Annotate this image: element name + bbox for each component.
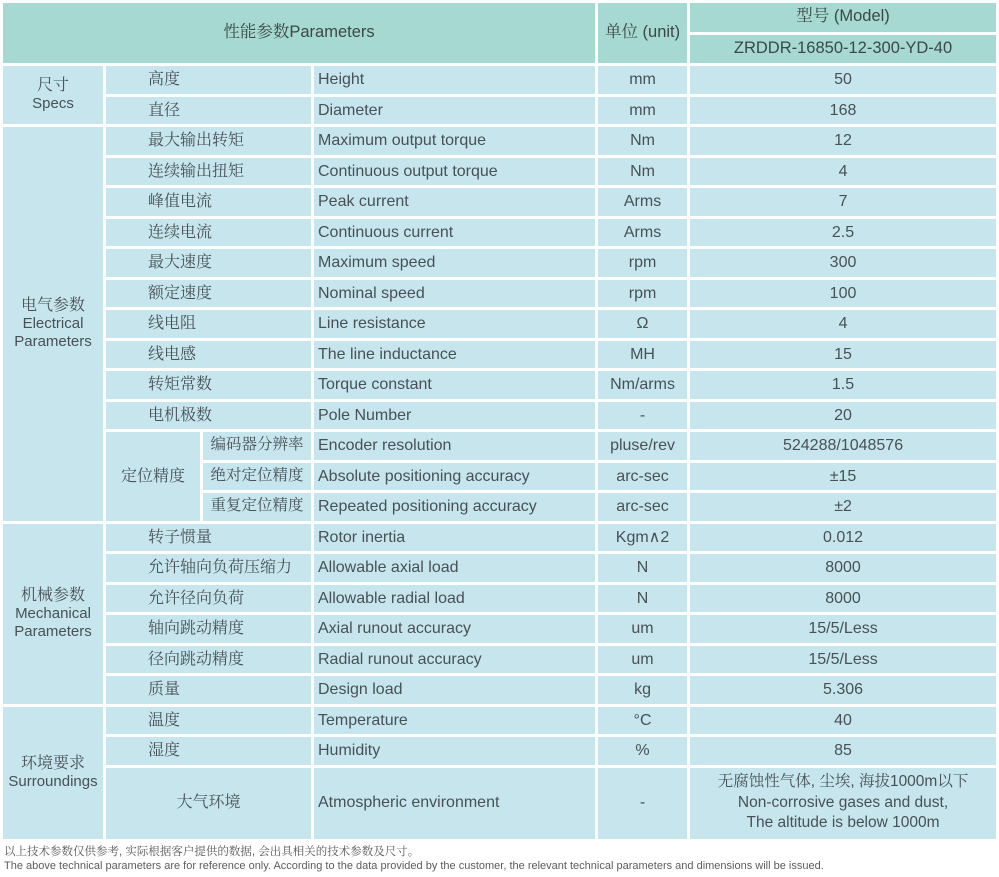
value-cell: 7 — [690, 188, 996, 216]
param-en-label: Encoder resolution — [314, 432, 595, 460]
param-en-label: Allowable axial load — [314, 554, 595, 582]
parameters-header: 性能参数Parameters — [3, 3, 595, 63]
value-cell: 50 — [690, 66, 996, 94]
value-cell: 85 — [690, 737, 996, 765]
param-zh-label: 温度 — [106, 707, 311, 735]
unit-header: 单位 (unit) — [598, 3, 687, 63]
value-cell: 2.5 — [690, 219, 996, 247]
unit-cell: - — [598, 402, 687, 430]
unit-cell: rpm — [598, 280, 687, 308]
param-en-label: Allowable radial load — [314, 585, 595, 613]
value-cell: 40 — [690, 707, 996, 735]
value-cell: 20 — [690, 402, 996, 430]
unit-cell: °C — [598, 707, 687, 735]
value-cell: 5.306 — [690, 676, 996, 704]
unit-cell: N — [598, 554, 687, 582]
param-en-label: Radial runout accuracy — [314, 646, 595, 674]
table-row — [3, 646, 996, 674]
unit-cell: kg — [598, 676, 687, 704]
param-en-label: Atmospheric environment — [314, 768, 595, 839]
section-cell-mechanical — [3, 524, 103, 704]
table-row — [3, 615, 996, 643]
param-en-label: Diameter — [314, 97, 595, 125]
unit-cell: MH — [598, 341, 687, 369]
param-en-label: Line resistance — [314, 310, 595, 338]
section-label-en: Surroundings — [8, 772, 98, 790]
param-zh-sublabel: 绝对定位精度 — [203, 463, 311, 491]
table-row — [3, 310, 996, 338]
param-en-label: Repeated positioning accuracy — [314, 493, 595, 521]
param-zh-label: 线电阻 — [106, 310, 311, 338]
value-line: The altitude is below 1000m — [746, 814, 940, 832]
value-cell: 300 — [690, 249, 996, 277]
param-zh-sublabel: 编码器分辨率 — [203, 432, 311, 460]
table-row — [3, 737, 996, 765]
unit-cell: Arms — [598, 188, 687, 216]
param-zh-label: 质量 — [106, 676, 311, 704]
section-label-zh: 环境要求 — [20, 754, 85, 772]
table-row — [3, 585, 996, 613]
param-zh-label: 电机极数 — [106, 402, 311, 430]
param-en-label: The line inductance — [314, 341, 595, 369]
table-row — [3, 219, 996, 247]
param-zh-label: 允许轴向负荷压缩力 — [106, 554, 311, 582]
param-zh-label: 最大输出转矩 — [106, 127, 311, 155]
table-row — [3, 188, 996, 216]
param-en-label: Maximum output torque — [314, 127, 595, 155]
param-en-label: Axial runout accuracy — [314, 615, 595, 643]
footnote-en: The above technical parameters are for reference only. According to the data provided by the customer, the relevant technical parameters and dimensions will be issued. — [4, 859, 824, 872]
value-cell: 1.5 — [690, 371, 996, 399]
model-header: 型号 (Model) — [690, 3, 996, 32]
value-cell: 524288/1048576 — [690, 432, 996, 460]
unit-cell: um — [598, 646, 687, 674]
value-cell: 8000 — [690, 585, 996, 613]
param-zh-label: 连续电流 — [106, 219, 311, 247]
unit-cell: um — [598, 615, 687, 643]
unit-cell: arc-sec — [598, 463, 687, 491]
param-en-label: Peak current — [314, 188, 595, 216]
param-en-label: Pole Number — [314, 402, 595, 430]
param-zh-label: 直径 — [106, 97, 311, 125]
section-label-zh: 尺寸 — [36, 77, 69, 95]
param-en-label: Temperature — [314, 707, 595, 735]
value-line: 无腐蚀性气体, 尘埃, 海拔1000m以下 — [717, 772, 969, 790]
table-row — [3, 66, 996, 94]
section-cell-surroundings — [3, 707, 103, 839]
param-en-label: Height — [314, 66, 595, 94]
value-cell: 4 — [690, 310, 996, 338]
param-zh-label: 高度 — [106, 66, 311, 94]
value-cell: ±15 — [690, 463, 996, 491]
table-row — [3, 249, 996, 277]
unit-cell: Arms — [598, 219, 687, 247]
param-zh-label: 大气环境 — [106, 768, 311, 839]
param-zh-label: 转子惯量 — [106, 524, 311, 552]
table-row — [3, 158, 996, 186]
table-row — [3, 402, 996, 430]
unit-cell: mm — [598, 97, 687, 125]
param-zh-sublabel: 重复定位精度 — [203, 493, 311, 521]
model-value: ZRDDR-16850-12-300-YD-40 — [690, 35, 996, 64]
value-cell: 0.012 — [690, 524, 996, 552]
value-cell: 8000 — [690, 554, 996, 582]
header-row-1 — [3, 3, 996, 32]
accuracy-group-label: 定位精度 — [106, 432, 200, 521]
value-line: Non-corrosive gases and dust, — [737, 793, 949, 811]
section-label-en: Mechanical Parameters — [14, 604, 92, 641]
table-row — [3, 707, 996, 735]
value-cell — [690, 768, 996, 839]
unit-cell: rpm — [598, 249, 687, 277]
param-en-label: Rotor inertia — [314, 524, 595, 552]
param-en-label: Torque constant — [314, 371, 595, 399]
param-zh-label: 峰值电流 — [106, 188, 311, 216]
param-zh-label: 线电感 — [106, 341, 311, 369]
table-row — [3, 280, 996, 308]
table-row — [3, 127, 996, 155]
param-zh-label: 允许径向负荷 — [106, 585, 311, 613]
unit-cell: Nm/arms — [598, 371, 687, 399]
unit-cell: N — [598, 585, 687, 613]
unit-cell: Nm — [598, 127, 687, 155]
unit-cell: % — [598, 737, 687, 765]
table-row — [3, 371, 996, 399]
section-cell-electrical — [3, 127, 103, 521]
unit-cell: Ω — [598, 310, 687, 338]
param-zh-label: 径向跳动精度 — [106, 646, 311, 674]
param-en-label: Humidity — [314, 737, 595, 765]
value-cell: 12 — [690, 127, 996, 155]
section-label-en: Electrical Parameters — [14, 315, 92, 351]
unit-cell: mm — [598, 66, 687, 94]
param-en-label: Maximum speed — [314, 249, 595, 277]
table-row — [3, 554, 996, 582]
unit-cell: Kgm∧2 — [598, 524, 687, 552]
param-en-label: Absolute positioning accuracy — [314, 463, 595, 491]
table-row — [3, 524, 996, 552]
value-cell: 15/5/Less — [690, 646, 996, 674]
param-en-label: Continuous current — [314, 219, 595, 247]
value-cell: 100 — [690, 280, 996, 308]
footnotes — [4, 845, 999, 874]
footnote-zh: 以上技术参数仅供参考, 实际根据客户提供的数据, 会出具相关的技术参数及尺寸。 — [4, 845, 420, 858]
section-label-zh: 机械参数 — [20, 586, 85, 604]
param-zh-label: 湿度 — [106, 737, 311, 765]
param-en-label: Continuous output torque — [314, 158, 595, 186]
unit-cell: Nm — [598, 158, 687, 186]
table-row — [3, 432, 996, 460]
value-cell: 4 — [690, 158, 996, 186]
param-zh-label: 最大速度 — [106, 249, 311, 277]
section-label-zh: 电气参数 — [20, 296, 85, 314]
value-cell: 168 — [690, 97, 996, 125]
table-row — [3, 768, 996, 839]
param-en-label: Nominal speed — [314, 280, 595, 308]
param-zh-label: 额定速度 — [106, 280, 311, 308]
section-cell-specs — [3, 66, 103, 124]
param-zh-label: 轴向跳动精度 — [106, 615, 311, 643]
table-row — [3, 676, 996, 704]
unit-cell: - — [598, 768, 687, 839]
param-zh-label: 转矩常数 — [106, 371, 311, 399]
value-cell: 15 — [690, 341, 996, 369]
unit-cell: pluse/rev — [598, 432, 687, 460]
value-cell: 15/5/Less — [690, 615, 996, 643]
param-en-label: Design load — [314, 676, 595, 704]
table-row — [3, 341, 996, 369]
unit-cell: arc-sec — [598, 493, 687, 521]
value-cell: ±2 — [690, 493, 996, 521]
param-zh-label: 连续输出扭矩 — [106, 158, 311, 186]
table-row — [3, 97, 996, 125]
section-label-en: Specs — [32, 95, 74, 113]
